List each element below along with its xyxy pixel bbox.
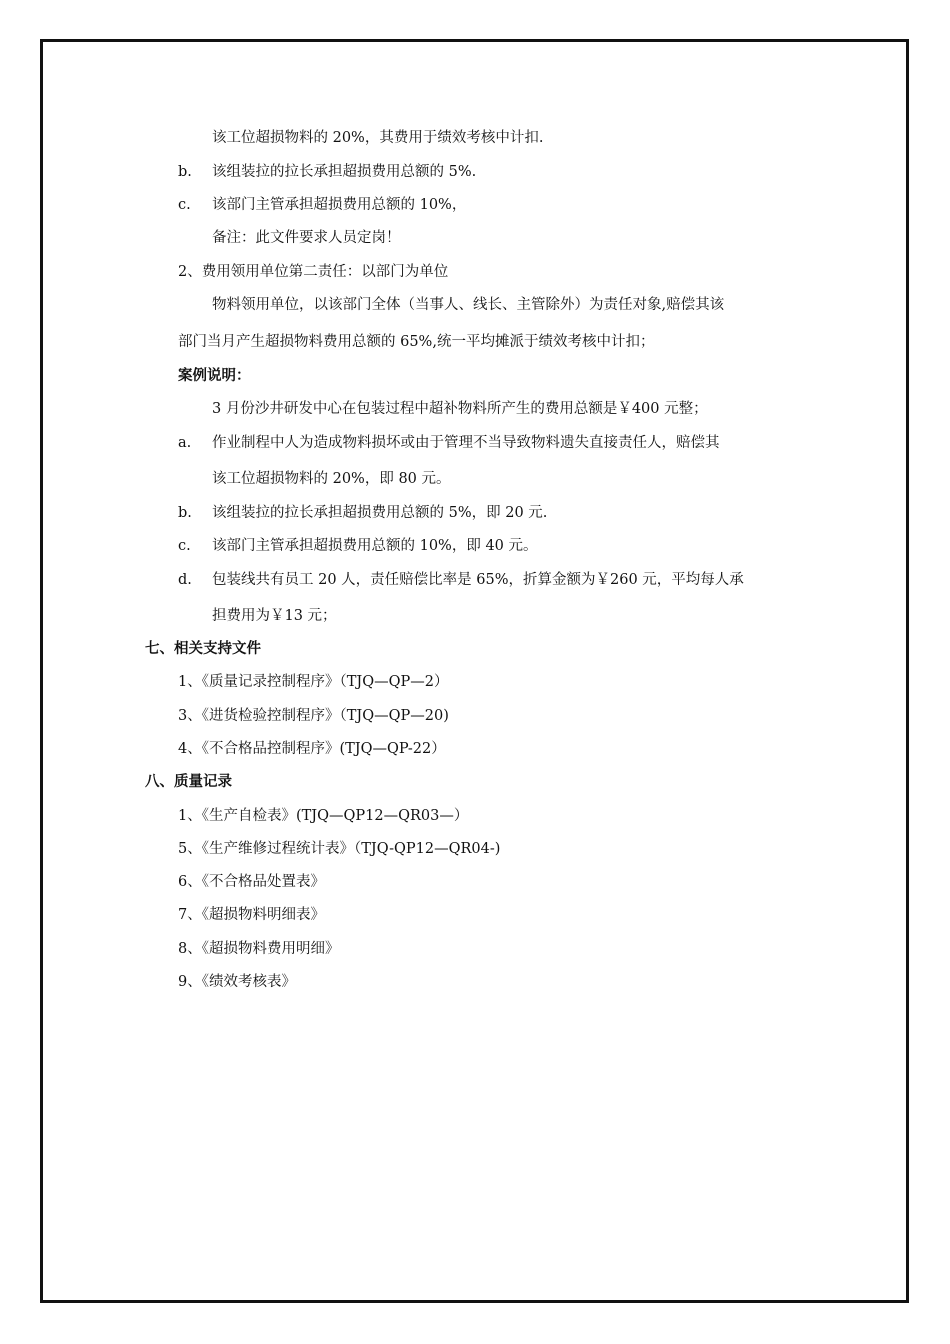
paragraph-line: 部门当月产生超损物料费用总额的 65%,统一平均摊派于绩效考核中计扣； xyxy=(178,334,655,350)
list-item: 1、《生产自检表》(TJQ—QP12—QR03—） xyxy=(178,808,469,824)
list-item-text: 该组装拉的拉长承担超损费用总额的 5%，即 20 元. xyxy=(212,505,548,521)
list-marker: c. xyxy=(178,197,191,213)
list-item: 8、《超损物料费用明细》 xyxy=(178,941,340,957)
section-heading: 七、相关支持文件 xyxy=(145,641,261,657)
page-border xyxy=(40,39,909,1303)
list-marker: b. xyxy=(178,505,192,521)
list-marker: a. xyxy=(178,435,192,451)
list-item-text: 作业制程中人为造成物料损坏或由于管理不当导致物料遗失直接责任人，赔偿其 xyxy=(212,435,720,451)
list-item-text: 该部门主管承担超损费用总额的 10%，即 40 元。 xyxy=(212,538,538,554)
list-item: 9、《绩效考核表》 xyxy=(178,974,296,990)
sub-item-heading: 2、费用领用单位第二责任：以部门为单位 xyxy=(178,264,449,280)
section-heading: 八、质量记录 xyxy=(145,774,232,790)
list-item: 4、《不合格品控制程序》(TJQ—QP-22） xyxy=(178,741,446,757)
case-heading: 案例说明： xyxy=(178,368,251,384)
list-marker: c. xyxy=(178,538,191,554)
case-intro: 3 月份沙井研发中心在包装过程中超补物料所产生的费用总额是￥400 元整； xyxy=(212,401,708,417)
list-item: 7、《超损物料明细表》 xyxy=(178,907,325,923)
text-line: 该工位超损物料的 20%，其费用于绩效考核中计扣. xyxy=(212,130,544,146)
list-item-text: 包装线共有员工 20 人，责任赔偿比率是 65%，折算金额为￥260 元，平均每人承 xyxy=(212,572,744,588)
list-marker: d. xyxy=(178,572,192,588)
list-item: 6、《不合格品处置表》 xyxy=(178,874,325,890)
list-item-text: 该工位超损物料的 20%，即 80 元。 xyxy=(212,471,451,487)
list-item-text: 担费用为￥13 元； xyxy=(212,608,337,624)
note-line: 备注：此文件要求人员定岗！ xyxy=(212,230,401,246)
list-item: 1、《质量记录控制程序》（TJQ—QP—2） xyxy=(178,674,449,690)
list-item-text: 该组装拉的拉长承担超损费用总额的 5%. xyxy=(212,164,477,180)
list-item: 5、《生产维修过程统计表》（TJQ-QP12—QR04-) xyxy=(178,841,501,857)
paragraph-line: 物料领用单位，以该部门全体（当事人、线长、主管除外）为责任对象,赔偿其该 xyxy=(212,297,725,313)
list-item-text: 该部门主管承担超损费用总额的 10%， xyxy=(212,197,467,213)
list-marker: b. xyxy=(178,164,192,180)
list-item: 3、《进货检验控制程序》（TJQ—QP—20) xyxy=(178,708,449,724)
